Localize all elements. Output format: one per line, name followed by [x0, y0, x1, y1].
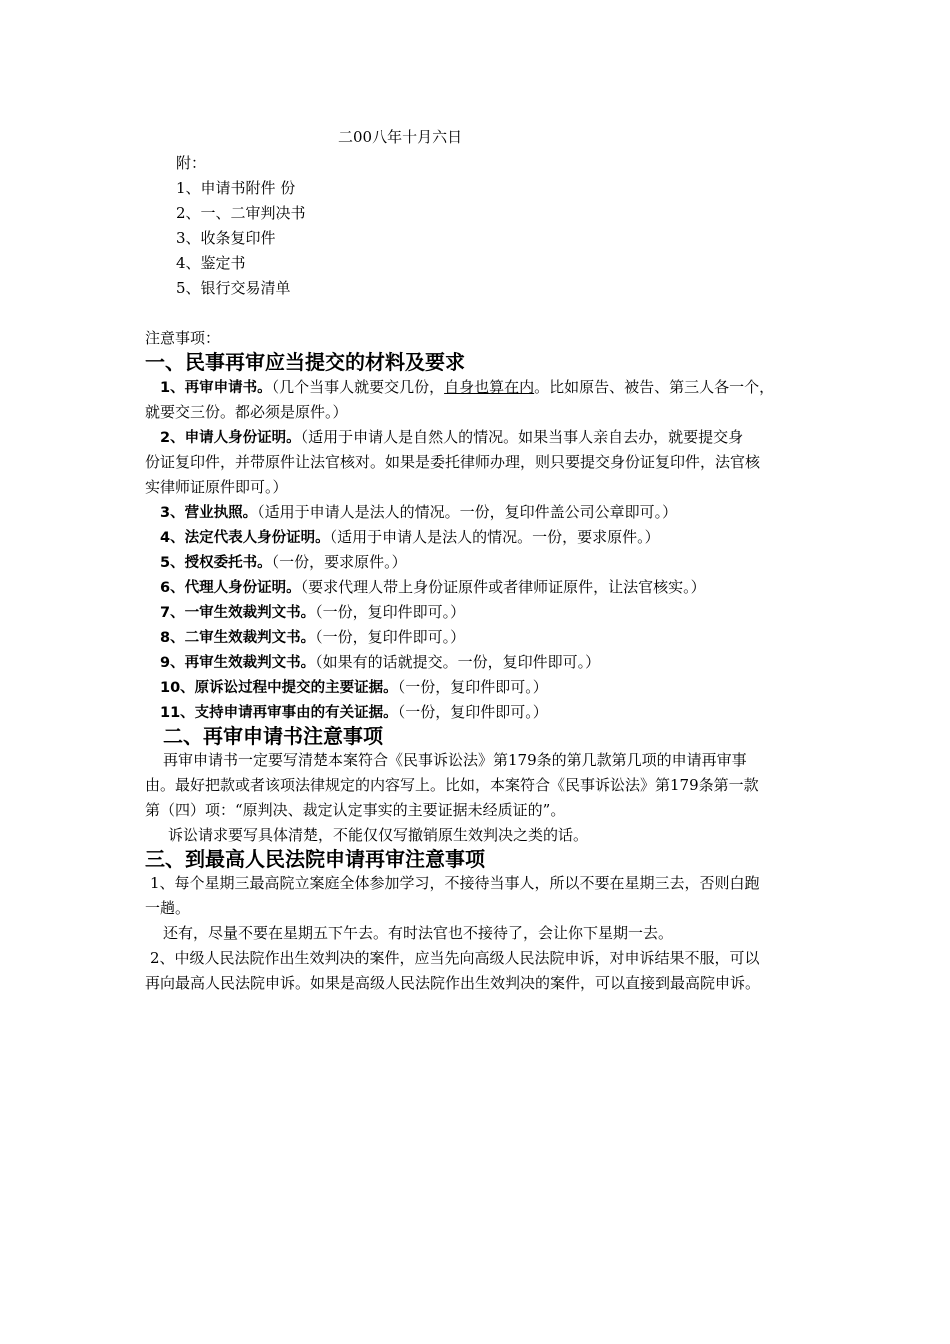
requirement-item: [160, 527, 660, 548]
requirement-item: [160, 677, 548, 698]
attachments-label: 附：: [176, 154, 207, 172]
requirement-item: [160, 702, 548, 723]
item-text: （一份，复印件即可。）: [397, 703, 548, 721]
item-text: 。比如原告、被告、第三人各一个，: [534, 378, 775, 396]
paragraph-line: 一趟。: [145, 899, 191, 917]
item-text: （要求代理人带上身份证原件或者律师证原件，让法官核实。）: [300, 578, 706, 596]
paragraph-line: 诉讼请求要写具体清楚，不能仅仅写撤销原生效判决之类的话。: [168, 826, 589, 844]
item-text: （适用于申请人是法人的情况。一份，要求原件。）: [329, 528, 660, 546]
item-title: 7、一审生效裁判文书。: [160, 605, 316, 621]
document-date: 二00八年十月六日: [338, 128, 463, 146]
notice-label: 注意事项：: [145, 329, 221, 347]
paragraph-line: 由。最好把款或者该项法律规定的内容写上。比如，本案符合《民事诉讼法》第179条第一款: [145, 776, 759, 794]
item-text-continued: 实律师证原件即可。）: [145, 478, 288, 496]
item-text: （一份，复印件即可。）: [315, 603, 466, 621]
item-title: 4、法定代表人身份证明。: [160, 530, 330, 546]
item-title: 6、代理人身份证明。: [160, 580, 301, 596]
paragraph-line: 1、每个星期三最高院立案庭全体参加学习，不接待当事人，所以不要在星期三去，否则白跑: [150, 874, 760, 892]
attachment-item: 5、银行交易清单: [176, 279, 291, 297]
item-title: 9、再审生效裁判文书。: [160, 655, 316, 671]
item-text: （一份，要求原件。）: [271, 553, 407, 571]
requirement-item: [160, 577, 706, 598]
attachment-item: 2、一、二审判决书: [176, 204, 306, 222]
requirement-item: [160, 627, 465, 648]
item-text: （几个当事人就要交几份，: [271, 378, 445, 396]
item-title: 10、原诉讼过程中提交的主要证据。: [160, 680, 398, 696]
paragraph-line: 再审申请书一定要写清楚本案符合《民事诉讼法》第179条的第几款第几项的申请再审事: [163, 751, 747, 769]
item-title: 8、二审生效裁判文书。: [160, 630, 316, 646]
attachment-item: 4、鉴定书: [176, 254, 246, 272]
item-text: （适用于申请人是自然人的情况。如果当事人亲自去办，就要提交身: [300, 428, 744, 446]
section-heading: 一、民事再审应当提交的材料及要求: [145, 350, 465, 374]
item-title: 2、申请人身份证明。: [160, 430, 301, 446]
requirement-item: [160, 552, 407, 573]
item-text: （一份，复印件即可。）: [397, 678, 548, 696]
requirement-item: [160, 652, 600, 673]
item-text: （一份，复印件即可。）: [315, 628, 466, 646]
item-title: 11、支持申请再审事由的有关证据。: [160, 705, 398, 721]
paragraph-line: 还有，尽量不要在星期五下午去。有时法官也不接待了，会让你下星期一去。: [163, 924, 674, 942]
item-text: （如果有的话就提交。一份，复印件即可。）: [315, 653, 601, 671]
requirement-item: [160, 427, 743, 448]
requirement-item: [160, 602, 465, 623]
item-title: 1、再审申请书。: [160, 380, 272, 396]
item-text-continued: 就要交三份。都必须是原件。）: [145, 403, 348, 421]
requirement-item: [160, 502, 677, 523]
item-text-continued: 份证复印件，并带原件让法官核对。如果是委托律师办理，则只要提交身份证复印件，法官核: [145, 453, 761, 471]
section-heading: 三、到最高人民法院申请再审注意事项: [145, 847, 485, 871]
item-title: 5、授权委托书。: [160, 555, 272, 571]
paragraph-line: 2、中级人民法院作出生效判决的案件，应当先向高级人民法院申诉，对申诉结果不服，可以: [150, 949, 760, 967]
section-heading: 二、再审申请书注意事项: [163, 724, 383, 748]
paragraph-line: 再向最高人民法院申诉。如果是高级人民法院作出生效判决的案件，可以直接到最高院申诉。: [145, 974, 761, 992]
attachment-item: 1、申请书附件 份: [176, 179, 296, 197]
attachment-item: 3、收条复印件: [176, 229, 276, 247]
requirement-item: [160, 377, 774, 398]
paragraph-line: 第（四）项：“原判决、裁定认定事实的主要证据未经质证的”。: [145, 801, 566, 819]
item-title: 3、营业执照。: [160, 505, 258, 521]
item-text: （适用于申请人是法人的情况。一份，复印件盖公司公章即可。）: [257, 503, 678, 521]
underlined-text: 自身也算在内: [444, 378, 535, 396]
